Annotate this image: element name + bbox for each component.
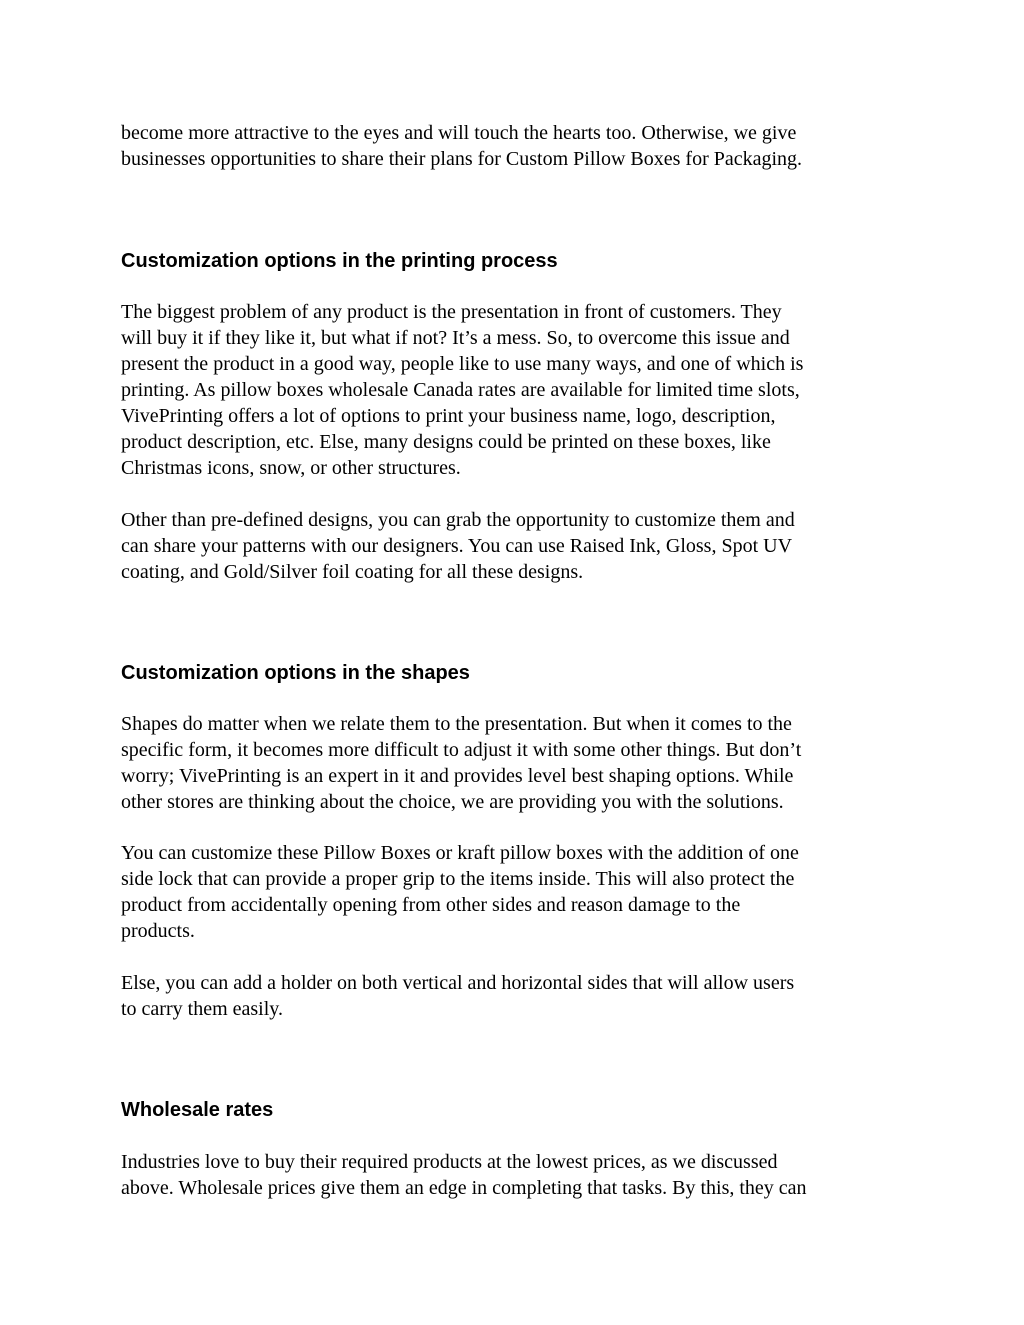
text-line: product description, etc. Else, many designs could be printed on these boxes, like <box>121 431 771 453</box>
text-line: specific form, it becomes more difficult to adjust it with some other things. But don’t <box>121 739 802 761</box>
section-heading-wholesale: Wholesale rates <box>121 1099 274 1121</box>
text-line: businesses opportunities to share their plans for Custom Pillow Boxes for Packaging. <box>121 148 803 170</box>
text-line: above. Wholesale prices give them an edge in completing that tasks. By this, they can <box>121 1177 807 1199</box>
text-line: can share your patterns with our designers. You can use Raised Ink, Gloss, Spot UV <box>121 535 793 557</box>
text-line: become more attractive to the eyes and will touch the hearts too. Otherwise, we give <box>121 122 797 144</box>
text-line: to carry them easily. <box>121 998 283 1020</box>
text-line: other stores are thinking about the choice, we are providing you with the solutions. <box>121 791 784 813</box>
text-line: VivePrinting offers a lot of options to print your business name, logo, description, <box>121 405 776 427</box>
text-line: Shapes do matter when we relate them to the presentation. But when it comes to the <box>121 713 792 735</box>
text-line: You can customize these Pillow Boxes or kraft pillow boxes with the addition of one <box>121 842 799 864</box>
text-line: Else, you can add a holder on both vertical and horizontal sides that will allow users <box>121 972 795 994</box>
text-line: Industries love to buy their required products at the lowest prices, as we discussed <box>121 1151 778 1173</box>
text-line: Christmas icons, snow, or other structures. <box>121 457 461 479</box>
text-line: products. <box>121 920 195 942</box>
text-line: present the product in a good way, people like to use many ways, and one of which is <box>121 353 804 375</box>
text-line: coating, and Gold/Silver foil coating for all these designs. <box>121 561 584 583</box>
section-heading-printing: Customization options in the printing process <box>121 250 558 272</box>
text-line: The biggest problem of any product is the presentation in front of customers. They <box>121 301 782 323</box>
text-line: side lock that can provide a proper grip to the items inside. This will also protect the <box>121 868 795 890</box>
section-heading-shapes: Customization options in the shapes <box>121 662 470 684</box>
text-line: product from accidentally opening from other sides and reason damage to the <box>121 894 741 916</box>
text-line: worry; VivePrinting is an expert in it and provides level best shaping options. While <box>121 765 794 787</box>
text-line: printing. As pillow boxes wholesale Canada rates are available for limited time slots, <box>121 379 800 401</box>
text-line: Other than pre-defined designs, you can grab the opportunity to customize them and <box>121 509 795 531</box>
text-line: will buy it if they like it, but what if not? It’s a mess. So, to overcome this issue and <box>121 327 790 349</box>
